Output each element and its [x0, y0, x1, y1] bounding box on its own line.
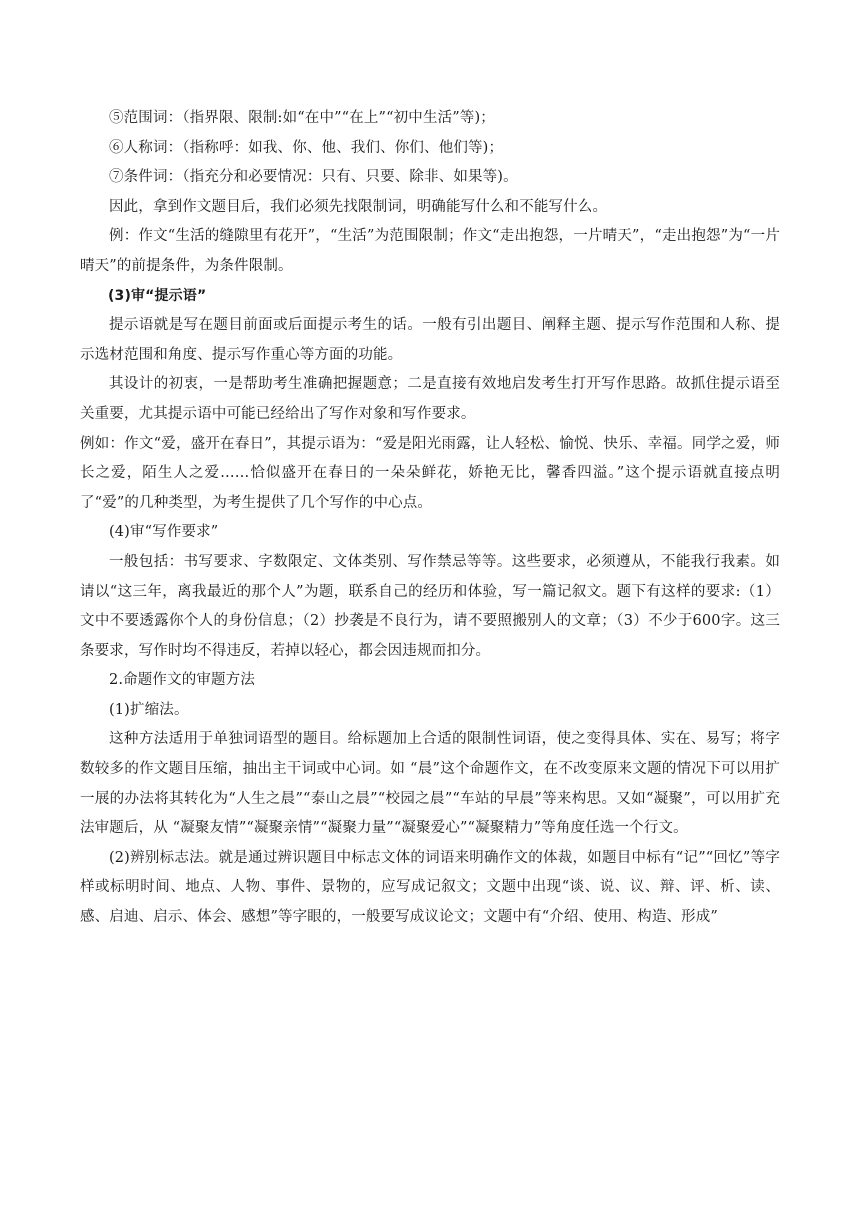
- paragraph-range-words: ⑤范围词：（指界限、限制:如“在中”“在上”“初中生活”等)；: [109, 110, 495, 126]
- paragraph-therefore: 因此，拿到作文题目后，我们必须先找限制词，明确能写什么和不能写什么。: [109, 198, 608, 215]
- paragraph-person-words: ⑥人称词：（指称呼：如我、你、他、我们、你们、他们等)；: [109, 139, 504, 156]
- document-body: [80, 104, 780, 933]
- heading-expand-shrink: (1)扩缩法。: [109, 701, 189, 718]
- paragraph-requirements: 一般包括：书写要求、字数限定、文体类别、写作禁忌等等。这些要求，必须遵从，不能我行我素。如请以“这三年，离我最近的那个人”为题，联系自己的经历和体验，写一篇记叙文。题下有这样的要求:（1）文中不要透露你个人的身份信息；（2）抄袭是不良行为，请不要照搬别人的文章；（3）不少于600字。这三条要求，写作时均不得违反，若掉以轻心，都会因违规而扣分。: [80, 553, 780, 659]
- paragraph-identify-markers: (2)辨别标志法。就是通过辨识题目中标志文体的词语来明确作文的体裁，如题目中标有“记”“回忆”等字样或标明时间、地点、人物、事件、景物的，应写成记叙文；文题中出现“谈、说、议、辩、评、析、读、感、启迪、启示、体会、感想”等字眼的，一般要写成议论文；文题中有“介绍、使用、构造、形成”: [80, 849, 780, 926]
- paragraph-example-1: 例：作文“生活的缝隙里有花开”，“生活”为范围限制；作文“走出抱怨，一片晴天”，“走出抱怨”为“一片晴天”的前提条件，为条件限制。: [80, 228, 780, 274]
- paragraph-prompt-purpose: 其设计的初衷，一是帮助考生准确把握题意；二是直接有效地启发考生打开写作思路。故抓住提示语至关重要，尤其提示语中可能已经给出了写作对象和写作要求。: [80, 376, 780, 422]
- heading-method: 2.命题作文的审题方法: [109, 672, 255, 689]
- paragraph-expand-shrink: 这种方法适用于单独词语型的题目。给标题加上合适的限制性词语，使之变得具体、实在、易写；将字数较多的作文题目压缩，抽出主干词或中心词。如 “晨”这个命题作文，在不改变原来文题的情况下可以用扩一展的办法将其转化为“人生之晨”“泰山之晨”“校园之晨”“车站的早晨”等来构思。又如“凝聚”，可以用扩充法审题后，从 “凝聚友情”“凝聚亲情”“凝聚力量”“凝聚爱心”“凝聚精力”等角度任选一个行文。: [80, 731, 780, 837]
- heading-prompt: (3)审“提示语”: [108, 287, 207, 304]
- paragraph-prompt-definition: 提示语就是写在题目前面或后面提示考生的话。一般有引出题目、阐释主题、提示写作范围和人称、提示选材范围和角度、提示写作重心等方面的功能。: [80, 317, 780, 363]
- paragraph-condition-words: ⑦条件词：（指充分和必要情况：只有、只要、除非、如果等)。: [109, 169, 518, 186]
- paragraph-example-2: 例如：作文“爱，盛开在春日”，其提示语为：“爱是阳光雨露，让人轻松、愉悦、快乐、幸福。同学之爱，师长之爱，陌生人之爱……恰似盛开在春日的一朵朵鲜花，娇艳无比，馨香四溢。”这个提示语就直接点明了“爱”的几种类型，为考生提供了几个写作的中心点。: [80, 435, 780, 511]
- heading-requirements: (4)审“写作要求”: [109, 524, 219, 541]
